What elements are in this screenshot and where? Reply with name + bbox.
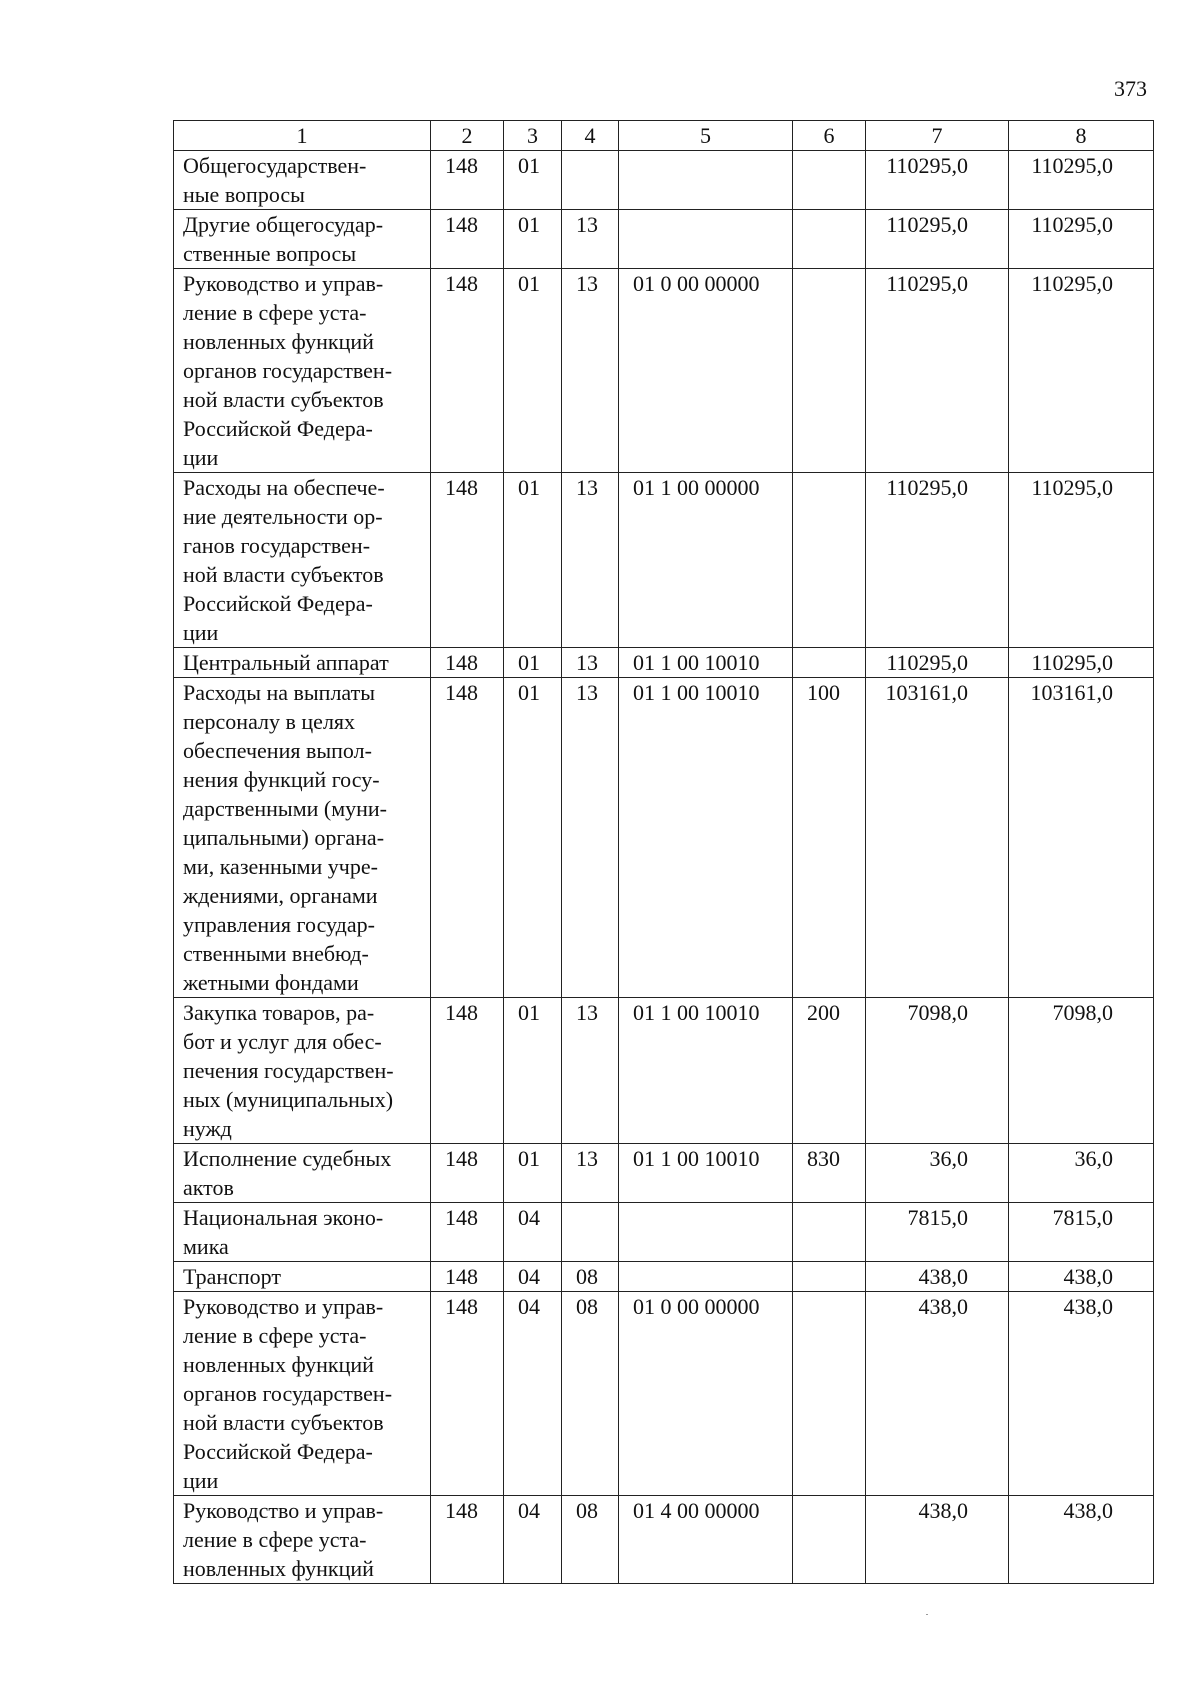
row-target-code (619, 151, 793, 210)
table-row (174, 648, 1154, 678)
row-target-code: 01 1 00 10010 (619, 998, 793, 1144)
row-amount-col8: 103161,0 (1009, 678, 1154, 998)
row-target-code: 01 1 00 00000 (619, 473, 793, 648)
row-section-code: 01 (504, 998, 562, 1144)
row-amount-col8: 110295,0 (1009, 210, 1154, 269)
row-amount-col7: 438,0 (866, 1496, 1009, 1584)
row-name: Руководство и управ- ление в сфере уста- новленных функций (174, 1496, 431, 1584)
row-subsection-code: 13 (562, 998, 619, 1144)
row-ministry-code: 148 (431, 648, 504, 678)
row-section-code: 01 (504, 678, 562, 998)
row-amount-col8: 7815,0 (1009, 1203, 1154, 1262)
table-row (174, 210, 1154, 269)
row-amount-col7: 110295,0 (866, 648, 1009, 678)
row-ministry-code: 148 (431, 1203, 504, 1262)
row-section-code: 01 (504, 648, 562, 678)
row-target-code (619, 1203, 793, 1262)
row-name: Руководство и управ- ление в сфере уста- новленных функций органов государствен- ной власти субъектов Российской Федера- ции (174, 1292, 431, 1496)
row-amount-col8: 438,0 (1009, 1292, 1154, 1496)
row-subsection-code (562, 1203, 619, 1262)
row-expense-type (793, 1292, 866, 1496)
row-subsection-code: 08 (562, 1292, 619, 1496)
row-expense-type (793, 473, 866, 648)
row-amount-col8: 7098,0 (1009, 998, 1154, 1144)
scan-speck (926, 1614, 928, 1615)
header-col-2: 2 (431, 121, 504, 151)
row-ministry-code: 148 (431, 1496, 504, 1584)
row-amount-col7: 110295,0 (866, 210, 1009, 269)
row-ministry-code: 148 (431, 1144, 504, 1203)
row-name: Национальная эконо- мика (174, 1203, 431, 1262)
row-ministry-code: 148 (431, 998, 504, 1144)
table-row (174, 998, 1154, 1144)
row-section-code: 04 (504, 1262, 562, 1292)
row-amount-col8: 110295,0 (1009, 151, 1154, 210)
row-amount-col8: 36,0 (1009, 1144, 1154, 1203)
row-name: Общегосударствен- ные вопросы (174, 151, 431, 210)
row-amount-col7: 110295,0 (866, 151, 1009, 210)
row-subsection-code: 13 (562, 648, 619, 678)
row-expense-type (793, 269, 866, 473)
row-amount-col7: 7815,0 (866, 1203, 1009, 1262)
row-subsection-code: 13 (562, 269, 619, 473)
row-subsection-code: 08 (562, 1262, 619, 1292)
row-ministry-code: 148 (431, 151, 504, 210)
row-target-code: 01 1 00 10010 (619, 678, 793, 998)
table-row (174, 1262, 1154, 1292)
row-section-code: 04 (504, 1292, 562, 1496)
row-amount-col7: 438,0 (866, 1292, 1009, 1496)
row-section-code: 01 (504, 210, 562, 269)
row-amount-col8: 438,0 (1009, 1496, 1154, 1584)
row-amount-col8: 110295,0 (1009, 269, 1154, 473)
row-amount-col8: 438,0 (1009, 1262, 1154, 1292)
row-target-code: 01 1 00 10010 (619, 648, 793, 678)
row-expense-type (793, 1496, 866, 1584)
row-amount-col8: 110295,0 (1009, 648, 1154, 678)
header-col-1: 1 (174, 121, 431, 151)
row-expense-type: 200 (793, 998, 866, 1144)
row-ministry-code: 148 (431, 210, 504, 269)
row-amount-col7: 7098,0 (866, 998, 1009, 1144)
row-target-code: 01 1 00 10010 (619, 1144, 793, 1203)
row-name: Расходы на выплаты персоналу в целях обеспечения выпол- нения функций госу- дарственными (муни- ципальными) органа- ми, казенными учре- ждениями, органами управления государ- ственными внебюд- жетными фондами (174, 678, 431, 998)
header-col-6: 6 (793, 121, 866, 151)
row-name: Руководство и управ- ление в сфере уста- новленных функций органов государствен- ной власти субъектов Российской Федера- ции (174, 269, 431, 473)
table-header (174, 121, 1154, 151)
table-row (174, 1203, 1154, 1262)
row-subsection-code: 08 (562, 1496, 619, 1584)
row-amount-col7: 110295,0 (866, 269, 1009, 473)
table-body (174, 151, 1154, 1584)
row-name: Центральный аппарат (174, 648, 431, 678)
page-number: 373 (1114, 76, 1147, 101)
row-name: Другие общегосудар- ственные вопросы (174, 210, 431, 269)
header-col-3: 3 (504, 121, 562, 151)
row-amount-col8: 110295,0 (1009, 473, 1154, 648)
table-row (174, 473, 1154, 648)
row-expense-type (793, 1262, 866, 1292)
row-target-code: 01 4 00 00000 (619, 1496, 793, 1584)
row-section-code: 04 (504, 1496, 562, 1584)
row-target-code: 01 0 00 00000 (619, 269, 793, 473)
row-ministry-code: 148 (431, 678, 504, 998)
row-ministry-code: 148 (431, 473, 504, 648)
row-expense-type (793, 1203, 866, 1262)
row-expense-type: 830 (793, 1144, 866, 1203)
row-section-code: 01 (504, 269, 562, 473)
table-row (174, 1496, 1154, 1584)
header-row (174, 121, 1154, 151)
row-target-code (619, 1262, 793, 1292)
row-expense-type (793, 151, 866, 210)
row-expense-type (793, 210, 866, 269)
row-ministry-code: 148 (431, 269, 504, 473)
row-section-code: 01 (504, 473, 562, 648)
row-subsection-code (562, 151, 619, 210)
row-subsection-code: 13 (562, 473, 619, 648)
row-target-code: 01 0 00 00000 (619, 1292, 793, 1496)
row-amount-col7: 36,0 (866, 1144, 1009, 1203)
row-name: Закупка товаров, ра- бот и услуг для обес- печения государствен- ных (муниципальных) нужд (174, 998, 431, 1144)
budget-table (173, 120, 1154, 1584)
table-row (174, 1292, 1154, 1496)
row-name: Исполнение судебных актов (174, 1144, 431, 1203)
row-ministry-code: 148 (431, 1262, 504, 1292)
row-expense-type (793, 648, 866, 678)
row-subsection-code: 13 (562, 678, 619, 998)
header-col-8: 8 (1009, 121, 1154, 151)
row-amount-col7: 110295,0 (866, 473, 1009, 648)
row-name: Транспорт (174, 1262, 431, 1292)
header-col-4: 4 (562, 121, 619, 151)
row-target-code (619, 210, 793, 269)
row-amount-col7: 438,0 (866, 1262, 1009, 1292)
row-section-code: 01 (504, 1144, 562, 1203)
header-col-7: 7 (866, 121, 1009, 151)
row-section-code: 01 (504, 151, 562, 210)
row-subsection-code: 13 (562, 1144, 619, 1203)
row-expense-type: 100 (793, 678, 866, 998)
table-row (174, 151, 1154, 210)
table-row (174, 269, 1154, 473)
row-subsection-code: 13 (562, 210, 619, 269)
table-row (174, 678, 1154, 998)
row-ministry-code: 148 (431, 1292, 504, 1496)
row-section-code: 04 (504, 1203, 562, 1262)
table-row (174, 1144, 1154, 1203)
header-col-5: 5 (619, 121, 793, 151)
row-amount-col7: 103161,0 (866, 678, 1009, 998)
row-name: Расходы на обеспече- ние деятельности ор- ганов государствен- ной власти субъектов Российской Федера- ции (174, 473, 431, 648)
